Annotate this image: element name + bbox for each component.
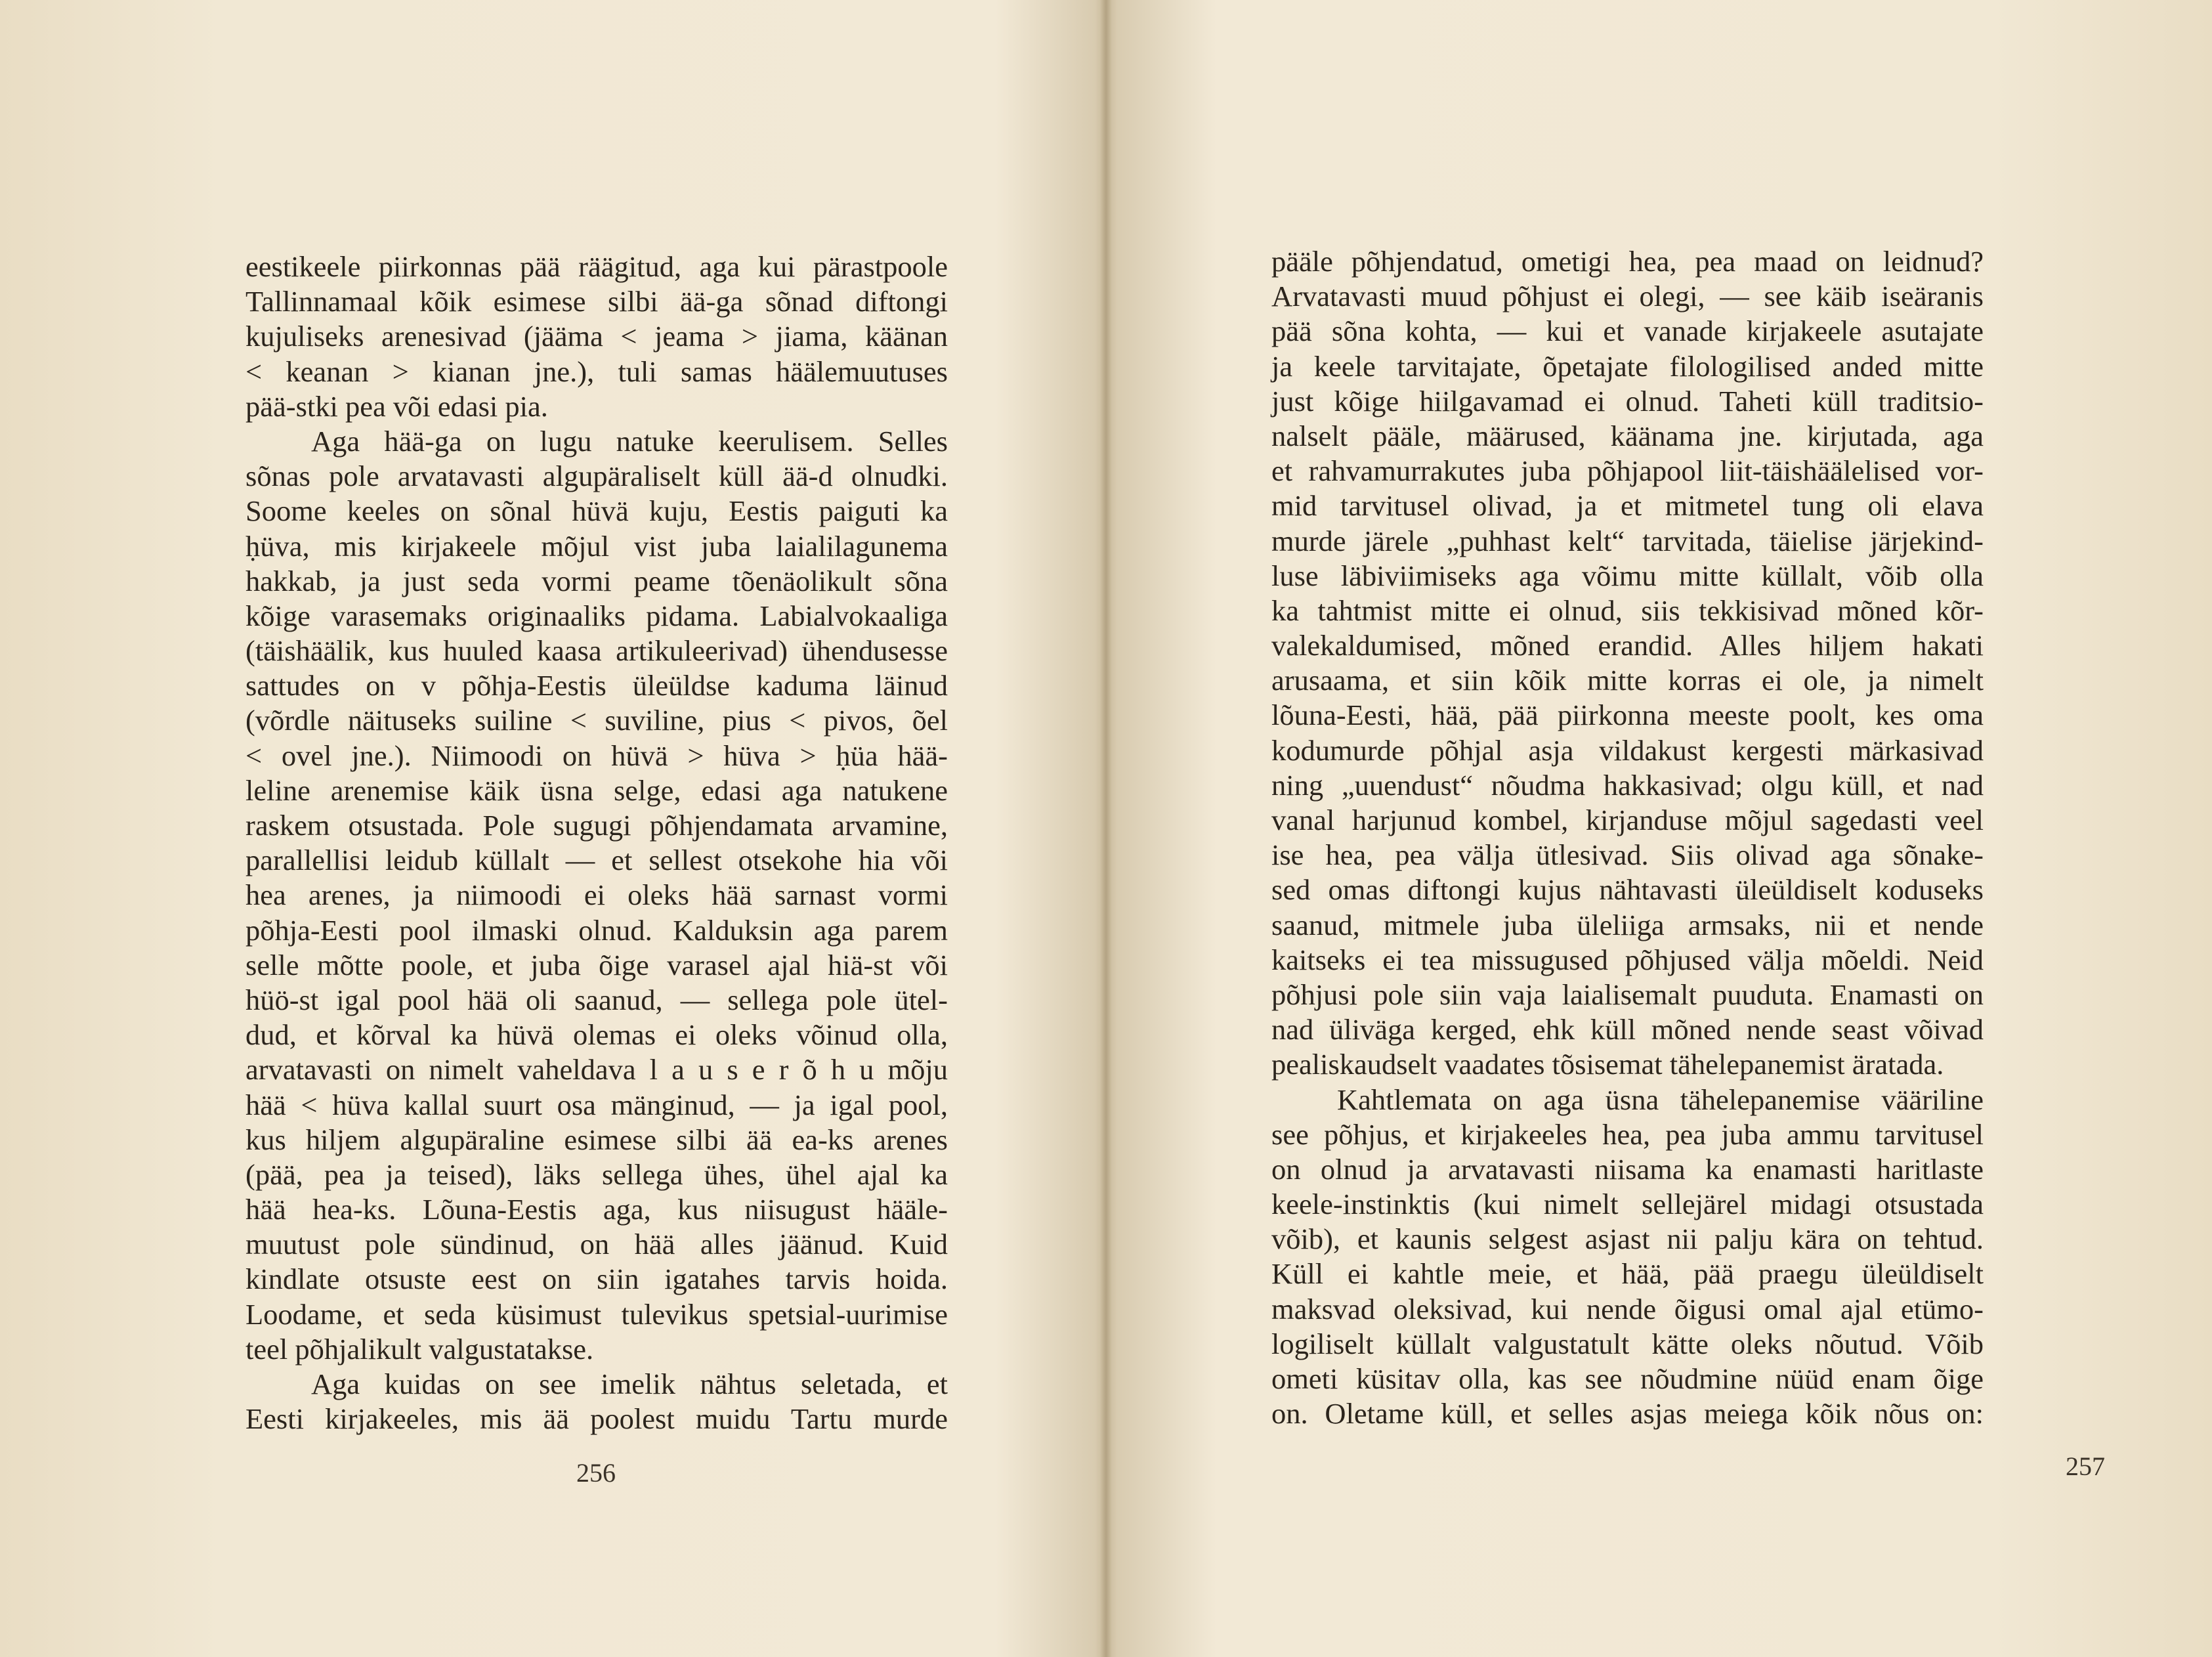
text-line: murde järele „puhhast kelt“ tarvitada, täielise järjekind- <box>1271 524 1984 557</box>
text-line: Tallinnamaal kõik esimese silbi ää-ga sõnad diftongi <box>245 285 948 318</box>
page-number: 257 <box>2066 1452 2105 1481</box>
right-page <box>1112 0 2212 1657</box>
text-line: põhja-Eesti pool ilmaski olnud. Kalduksin aga parem <box>245 913 948 947</box>
text-line: pää sõna kohta, — kui et vanade kirjakeele asutajate <box>1271 314 1984 348</box>
text-line: ise hea, pea välja ütlesivad. Siis olivad aga sõnake- <box>1271 838 1984 872</box>
text-line: mid tarvitusel olivad, ja et mitmetel tung oli elava <box>1271 489 1984 523</box>
text-line: logiliselt küllalt valgustatult kätte oleks nõutud. Võib <box>1271 1327 1984 1360</box>
text-line: keele-instinktis (kui nimelt sellejärel midagi otsustada <box>1271 1188 1984 1221</box>
text-line: leline arenemise käik üsna selge, edasi aga natukene <box>245 773 948 807</box>
text-line: nalselt pääle, määrused, käänama jne. kirjutada, aga <box>1271 419 1984 452</box>
text-line: Küll ei kahtle meie, et hää, pää praegu üleüldiselt <box>1271 1257 1984 1291</box>
text-line: kus hiljem algupäraline esimese silbi ää ea-ks arenes <box>245 1123 948 1156</box>
text-line: (võrdle näituseks suiline < suviline, pius < pivos, õel <box>245 704 948 737</box>
text-line: Arvatavasti muud põhjust ei olegi, — see käib iseäranis <box>1271 280 1984 313</box>
text-line: hää hea-ks. Lõuna-Eestis aga, kus niisugust hääle- <box>245 1193 948 1226</box>
text-line: kindlate otsuste eest on siin igatahes tarvis hoida. <box>245 1262 948 1296</box>
text-line: arvatavasti on nimelt vaheldava l a u s e r õ h u mõju <box>245 1053 948 1087</box>
text-line: eestikeele piirkonnas pää räägitud, aga kui pärastpoole <box>245 250 948 283</box>
text-line: Soome keeles on sõnal hüvä kuju, Eestis paiguti ka <box>245 494 948 528</box>
text-line: võib), et kaunis selgest asjast nii palju kära on tehtud. <box>1271 1222 1984 1256</box>
text-line: lõuna-Eesti, hää, pää piirkonna meeste poolt, kes oma <box>1271 699 1984 732</box>
text-line: ja keele tarvitajate, õpetajate filologilised anded mitte <box>1271 349 1984 383</box>
text-line: ḥüva, mis kirjakeele mõjul vist juba laialilagunema <box>245 529 948 563</box>
text-line: sed omas diftongi kujus nähtavasti üleüldiselt koduseks <box>1271 873 1984 907</box>
text-line: dud, et kõrval ka hüvä olemas ei oleks võinud olla, <box>245 1018 948 1052</box>
text-line: maksvad oleksivad, kui nende õigusi omal ajal etümo- <box>1271 1292 1984 1325</box>
text-line: (pää, pea ja teised), läks sellega ühes, ühel ajal ka <box>245 1157 948 1191</box>
text-line: hää < hüva kallal suurt osa mänginud, — ja igal pool, <box>245 1088 948 1121</box>
text-line: pealiskaudselt vaadates tõsisemat tähelepanemist äratada. <box>1271 1048 1944 1081</box>
text-line: see põhjus, et kirjakeeles hea, pea juba ammu tarvitusel <box>1271 1117 1984 1151</box>
left-page <box>0 0 1100 1657</box>
text-line: kujuliseks arenesivad (jääma < jeama > jiama, käänan <box>245 320 948 353</box>
text-line: selle mõtte poole, et juba õige varasel ajal hiä-st või <box>245 948 948 981</box>
text-line: hakkab, ja just seda vormi peame tõenäolikult sõna <box>245 564 948 597</box>
book-gutter <box>1100 0 1112 1657</box>
text-line: luse läbiviimiseks aga võimu mitte küllalt, võib olla <box>1271 559 1984 592</box>
text-line: pää-stki pea või edasi pia. <box>245 389 548 423</box>
text-line: kõige varasemaks originaaliks pidama. Labialvokaaliga <box>245 599 948 632</box>
text-line: < ovel jne.). Niimoodi on hüvä > hüva > ḥüa hää- <box>245 739 948 772</box>
text-line: põhjusi pole siin vaja laialisemalt puuduta. Enamasti on <box>1271 978 1984 1011</box>
text-line: ning „uuendust“ nõudma hakkasivad; olgu küll, et nad <box>1271 768 1984 802</box>
text-line: sattudes on v põhja-Eestis üleüldse kaduma läinud <box>245 669 948 702</box>
text-line: Eesti kirjakeeles, mis ää poolest muidu Tartu murde <box>245 1402 948 1436</box>
text-line: < keanan > kianan jne.), tuli samas häälemuutuses <box>245 355 948 388</box>
right-page-text <box>1271 244 1984 1431</box>
text-line: muutust pole sündinud, on hää alles jäänud. Kuid <box>245 1228 948 1261</box>
text-line: pääle põhjendatud, ometigi hea, pea maad on leidnud? <box>1271 245 1984 278</box>
text-line: arusaama, et siin kõik mitte korras ei ole, ja nimelt <box>1271 664 1984 697</box>
text-line: valekaldumised, mõned erandid. Alles hiljem hakati <box>1271 629 1984 662</box>
left-page-text <box>245 249 948 1436</box>
text-line: teel põhjalikult valgustatakse. <box>245 1332 594 1366</box>
text-line: parallellisi leidub küllalt — et sellest otsekohe hia või <box>245 844 948 877</box>
text-line: hüö-st igal pool hää oli saanud, — sellega pole ütel- <box>245 983 948 1016</box>
text-line: ka tahtmist mitte ei olnud, siis tekkisivad mõned kõr- <box>1271 593 1984 627</box>
text-line: (täishäälik, kus huuled kaasa artikuleerivad) ühendusesse <box>245 634 948 668</box>
text-line: raskem otsustada. Pole sugugi põhjendamata arvamine, <box>245 809 948 842</box>
text-line: kodumurde põhjal asja vildakust kergesti märkasivad <box>1271 733 1984 767</box>
text-line: hea arenes, ja niimoodi ei oleks hää sarnast vormi <box>245 878 948 912</box>
text-line: just kõige hiilgavamad ei olnud. Taheti küll traditsio- <box>1271 384 1984 418</box>
text-line: on olnud ja arvatavasti niisama ka enamasti haritlaste <box>1271 1152 1984 1186</box>
text-line: Loodame, et seda küsimust tulevikus spetsial-uurimise <box>245 1297 948 1331</box>
text-line: Aga kuidas on see imelik nähtus seletada, et <box>311 1367 948 1400</box>
text-line: saanud, mitmele juba üleliiga armsaks, nii et nende <box>1271 908 1984 941</box>
text-line: on. Oletame küll, et selles asjas meiega kõik nõus on: <box>1271 1397 1984 1431</box>
text-line: ometi küsitav olla, kas see nõudmine nüüd enam õige <box>1271 1362 1984 1395</box>
text-line: Kahtlemata on aga üsna tähelepanemise vääriline <box>1337 1083 1984 1116</box>
text-line: Aga hää-ga on lugu natuke keerulisem. Selles <box>311 424 948 458</box>
text-line: et rahvamurrakutes juba põhjapool liit-täishäälelised vor- <box>1271 454 1984 488</box>
text-line: sõnas pole arvatavasti algupäraliselt küll ää-d olnudki. <box>245 460 948 493</box>
page-number: 256 <box>576 1458 616 1488</box>
text-line: nad üliväga kerged, ehk küll mõned nende seast võivad <box>1271 1013 1984 1046</box>
text-line: kaitseks ei tea missugused põhjused välja mõeldi. Neid <box>1271 943 1984 976</box>
text-line: vanal harjunud kombel, kirjanduse mõjul sagedasti veel <box>1271 804 1984 836</box>
